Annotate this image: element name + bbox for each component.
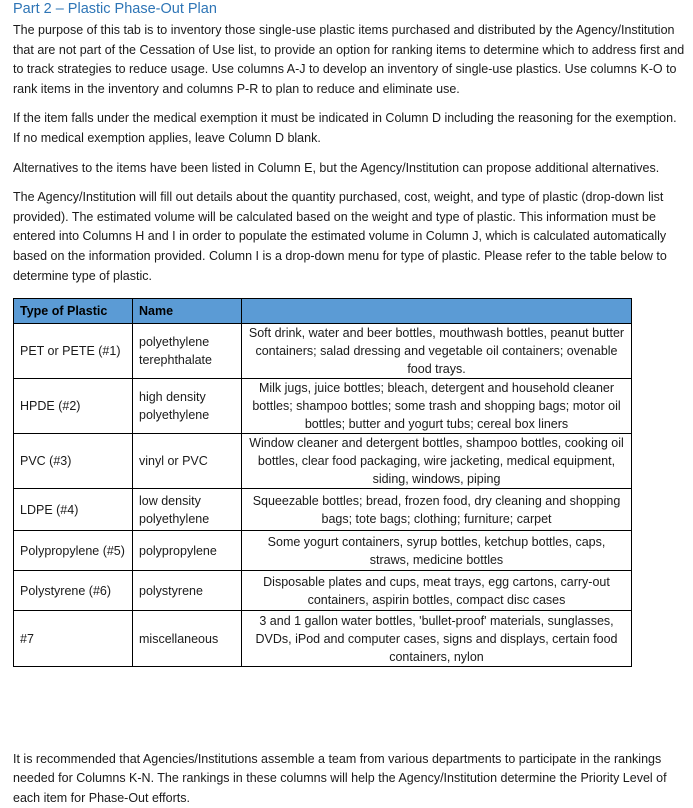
cell-name: low density polyethylene [133, 489, 242, 531]
table-row [14, 324, 632, 379]
document-page [13, 0, 685, 667]
cell-type: PET or PETE (#1) [14, 324, 133, 379]
cell-type: Polypropylene (#5) [14, 531, 133, 571]
intro-paragraph: The purpose of this tab is to inventory those single-use plastic items purchased and distributed by the Agency/Institution that are not part of the Cessation of Use list, to provide an option for ranking items to determine which to address first and to track strategies to reduce usage. Use columns A-J to develop an inventory of single-use plastics. Use columns K-O to rank items in the inventory and columns P-R to plan to reduce and eliminate use. [13, 21, 685, 99]
cell-uses: Milk jugs, juice bottles; bleach, detergent and household cleaner bottles; shampoo bottles; some trash and shopping bags; motor oil bottles; butter and yogurt tubs; cereal box liners [242, 379, 632, 434]
cell-uses: 3 and 1 gallon water bottles, 'bullet-proof' materials, sunglasses, DVDs, iPod and computer cases, signs and displays, certain food containers, nylon [242, 611, 632, 667]
cell-uses: Some yogurt containers, syrup bottles, ketchup bottles, caps, straws, medicine bottles [242, 531, 632, 571]
cell-uses: Soft drink, water and beer bottles, mouthwash bottles, peanut butter containers; salad dressing and vegetable oil containers; ovenable food trays. [242, 324, 632, 379]
table-header-row [14, 299, 632, 324]
cell-name: miscellaneous [133, 611, 242, 667]
page-title: Part 2 – Plastic Phase-Out Plan [13, 1, 685, 18]
cell-uses: Window cleaner and detergent bottles, shampoo bottles, cooking oil bottles, clear food packaging, wire jacketing, medical equipment, siding, windows, piping [242, 434, 632, 489]
cell-type: PVC (#3) [14, 434, 133, 489]
cell-type: HPDE (#2) [14, 379, 133, 434]
plastic-types-table [13, 298, 632, 667]
medical-exemption-paragraph: If the item falls under the medical exemption it must be indicated in Column D including the reasoning for the exemption. If no medical exemption applies, leave Column D blank. [13, 109, 685, 148]
cell-type: Polystyrene (#6) [14, 571, 133, 611]
cell-type: #7 [14, 611, 133, 667]
table-row [14, 489, 632, 531]
cell-name: polyethylene terephthalate [133, 324, 242, 379]
cell-name: polystyrene [133, 571, 242, 611]
cell-name: polypropylene [133, 531, 242, 571]
cell-type: LDPE (#4) [14, 489, 133, 531]
table-row [14, 531, 632, 571]
cell-uses: Disposable plates and cups, meat trays, egg cartons, carry-out containers, aspirin bottles, compact disc cases [242, 571, 632, 611]
header-uses [242, 299, 632, 324]
details-paragraph: The Agency/Institution will fill out details about the quantity purchased, cost, weight, and type of plastic (drop-down list provided). The estimated volume will be calculated based on the weight and type of plastic. This information must be entered into Columns H and I in order to populate the estimated volume in Column J, which is calculated automatically based on the information provided. Column I is a drop-down menu for type of plastic. Please refer to the table below to determine type of plastic. [13, 188, 685, 286]
alternatives-paragraph: Alternatives to the items have been listed in Column E, but the Agency/Institution can propose additional alternatives. [13, 159, 685, 179]
cell-name: high density polyethylene [133, 379, 242, 434]
team-recommendation-paragraph: It is recommended that Agencies/Institutions assemble a team from various departments to participate in the rankings needed for Columns K-N. The rankings in these columns will help the Agency/Institution determine the Priority Level of each item for Phase-Out efforts. [13, 750, 685, 808]
table-row [14, 571, 632, 611]
table-row [14, 611, 632, 667]
cell-uses: Squeezable bottles; bread, frozen food, dry cleaning and shopping bags; tote bags; clothing; furniture; carpet [242, 489, 632, 531]
header-type-of-plastic: Type of Plastic [14, 299, 133, 324]
header-name: Name [133, 299, 242, 324]
cell-name: vinyl or PVC [133, 434, 242, 489]
table-row [14, 434, 632, 489]
table-row [14, 379, 632, 434]
